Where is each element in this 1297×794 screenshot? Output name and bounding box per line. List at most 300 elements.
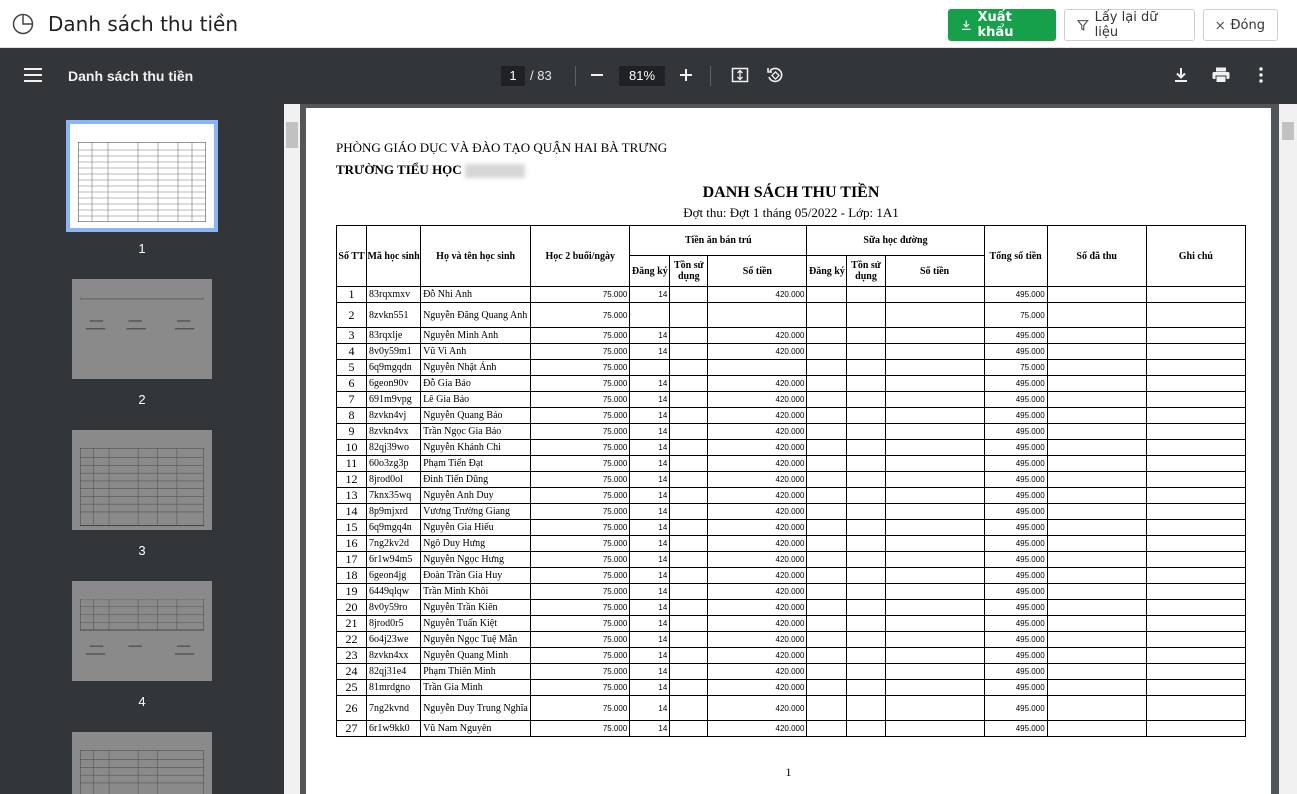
row-tonsudung bbox=[670, 344, 708, 360]
zoom-in-icon[interactable] bbox=[675, 64, 697, 86]
row-ghichu bbox=[1146, 584, 1245, 600]
row-dathu bbox=[1047, 488, 1146, 504]
row-tonsudung bbox=[670, 536, 708, 552]
row-tong: 495.000 bbox=[984, 696, 1047, 721]
row-dathu bbox=[1047, 472, 1146, 488]
row-sua-sotien bbox=[885, 424, 984, 440]
row-hoc2buoi: 75.000 bbox=[531, 303, 630, 328]
row-name: Nguyễn Ngọc Hưng bbox=[421, 552, 531, 568]
row-stt: 4 bbox=[337, 344, 367, 360]
document-title: DANH SÁCH THU TIỀN bbox=[702, 184, 880, 202]
row-code: 8zvkn551 bbox=[367, 303, 421, 328]
row-hoc2buoi: 75.000 bbox=[531, 696, 630, 721]
row-sua-sotien bbox=[885, 632, 984, 648]
row-name: Trần Ngọc Gia Bảo bbox=[421, 424, 531, 440]
table-row bbox=[337, 568, 1246, 584]
thumbnail-page-3[interactable] bbox=[72, 430, 212, 530]
app-header bbox=[0, 0, 1297, 48]
row-sotien: 420.000 bbox=[708, 552, 807, 568]
row-stt: 7 bbox=[337, 392, 367, 408]
payment-table bbox=[336, 225, 1246, 737]
table-row bbox=[337, 360, 1246, 376]
row-sua-dangky bbox=[807, 632, 847, 648]
row-stt: 26 bbox=[337, 696, 367, 721]
row-ghichu bbox=[1146, 721, 1245, 737]
row-dangky: 14 bbox=[630, 696, 670, 721]
row-name: Nguyễn Quang Bảo bbox=[421, 408, 531, 424]
table-row bbox=[337, 328, 1246, 344]
row-dangky: 14 bbox=[630, 456, 670, 472]
row-sotien: 420.000 bbox=[708, 680, 807, 696]
row-sotien: 420.000 bbox=[708, 632, 807, 648]
scrollbar-thumb[interactable] bbox=[1282, 122, 1294, 140]
row-ghichu bbox=[1146, 344, 1245, 360]
row-sotien: 420.000 bbox=[708, 287, 807, 303]
row-tong: 495.000 bbox=[984, 680, 1047, 696]
row-sua-ton bbox=[847, 552, 885, 568]
row-stt: 9 bbox=[337, 424, 367, 440]
row-sua-ton bbox=[847, 328, 885, 344]
row-stt: 13 bbox=[337, 488, 367, 504]
table-row bbox=[337, 648, 1246, 664]
row-dangky: 14 bbox=[630, 376, 670, 392]
table-row bbox=[337, 616, 1246, 632]
row-sua-sotien bbox=[885, 600, 984, 616]
row-hoc2buoi: 75.000 bbox=[531, 472, 630, 488]
row-tong: 495.000 bbox=[984, 568, 1047, 584]
pdf-page bbox=[306, 108, 1271, 794]
row-dangky: 14 bbox=[630, 328, 670, 344]
table-row bbox=[337, 520, 1246, 536]
row-hoc2buoi: 75.000 bbox=[531, 552, 630, 568]
row-code: 8zvkn4xx bbox=[367, 648, 421, 664]
row-sua-sotien bbox=[885, 376, 984, 392]
row-hoc2buoi: 75.000 bbox=[531, 536, 630, 552]
row-sotien: 420.000 bbox=[708, 664, 807, 680]
row-sua-dangky bbox=[807, 376, 847, 392]
thumbnail-label: 1 bbox=[138, 241, 146, 256]
row-dathu bbox=[1047, 287, 1146, 303]
row-tonsudung bbox=[670, 520, 708, 536]
row-dangky: 14 bbox=[630, 504, 670, 520]
row-sotien: 420.000 bbox=[708, 440, 807, 456]
row-sua-dangky bbox=[807, 287, 847, 303]
row-name: Nguyễn Nhật Ánh bbox=[421, 360, 531, 376]
header-sotien: Số tiền bbox=[885, 256, 984, 287]
row-ghichu bbox=[1146, 392, 1245, 408]
row-name: Vũ Nam Nguyên bbox=[421, 721, 531, 737]
row-dathu bbox=[1047, 584, 1146, 600]
row-stt: 27 bbox=[337, 721, 367, 737]
row-stt: 19 bbox=[337, 584, 367, 600]
row-stt: 24 bbox=[337, 664, 367, 680]
row-dathu bbox=[1047, 632, 1146, 648]
fit-page-icon[interactable] bbox=[729, 64, 751, 86]
row-sotien: 420.000 bbox=[708, 600, 807, 616]
row-code: 6geon90v bbox=[367, 376, 421, 392]
row-hoc2buoi: 75.000 bbox=[531, 568, 630, 584]
row-sua-dangky bbox=[807, 568, 847, 584]
table-row bbox=[337, 680, 1246, 696]
row-name: Nguyễn Anh Duy bbox=[421, 488, 531, 504]
row-dangky: 14 bbox=[630, 488, 670, 504]
table-row bbox=[337, 632, 1246, 648]
row-tonsudung bbox=[670, 472, 708, 488]
row-dathu bbox=[1047, 664, 1146, 680]
row-dangky: 14 bbox=[630, 408, 670, 424]
row-ghichu bbox=[1146, 600, 1245, 616]
row-sua-ton bbox=[847, 616, 885, 632]
row-ghichu bbox=[1146, 456, 1245, 472]
row-sua-dangky bbox=[807, 344, 847, 360]
row-stt: 8 bbox=[337, 408, 367, 424]
row-sotien: 420.000 bbox=[708, 520, 807, 536]
row-dathu bbox=[1047, 696, 1146, 721]
row-sua-ton bbox=[847, 376, 885, 392]
row-name: Đỗ Nhi Anh bbox=[421, 287, 531, 303]
zoom-input[interactable]: 81% bbox=[619, 66, 665, 86]
row-tong: 495.000 bbox=[984, 344, 1047, 360]
row-dathu bbox=[1047, 616, 1146, 632]
table-row bbox=[337, 696, 1246, 721]
rotate-icon[interactable] bbox=[764, 64, 786, 86]
redacted-school-name bbox=[465, 164, 525, 178]
row-sotien: 420.000 bbox=[708, 648, 807, 664]
row-tonsudung bbox=[670, 504, 708, 520]
row-name: Phạm Thiên Minh bbox=[421, 664, 531, 680]
row-stt: 15 bbox=[337, 520, 367, 536]
row-tong: 495.000 bbox=[984, 536, 1047, 552]
row-stt: 18 bbox=[337, 568, 367, 584]
menu-icon[interactable] bbox=[24, 67, 42, 83]
row-code: 81mrdgno bbox=[367, 680, 421, 696]
row-ghichu bbox=[1146, 632, 1245, 648]
row-sua-dangky bbox=[807, 552, 847, 568]
row-ghichu bbox=[1146, 488, 1245, 504]
row-tonsudung bbox=[670, 376, 708, 392]
row-sua-sotien bbox=[885, 287, 984, 303]
sidebar-scrollbar[interactable] bbox=[284, 104, 300, 794]
row-name: Nguyễn Khánh Chi bbox=[421, 440, 531, 456]
row-ghichu bbox=[1146, 504, 1245, 520]
row-sua-dangky bbox=[807, 488, 847, 504]
row-sotien: 420.000 bbox=[708, 488, 807, 504]
row-name: Đoàn Trần Gia Huy bbox=[421, 568, 531, 584]
row-name: Vương Trường Giang bbox=[421, 504, 531, 520]
row-sua-dangky bbox=[807, 408, 847, 424]
row-dathu bbox=[1047, 344, 1146, 360]
row-name: Lê Gia Bảo bbox=[421, 392, 531, 408]
thumbnail-preview bbox=[80, 448, 204, 526]
row-code: 6q9mgqdn bbox=[367, 360, 421, 376]
row-sua-sotien bbox=[885, 721, 984, 737]
row-code: 6r1w9kk0 bbox=[367, 721, 421, 737]
toolbar-divider bbox=[575, 66, 576, 86]
thumbnail-preview bbox=[80, 750, 204, 794]
row-dathu bbox=[1047, 552, 1146, 568]
row-sua-ton bbox=[847, 344, 885, 360]
scrollbar-thumb[interactable] bbox=[286, 122, 298, 148]
row-sua-ton bbox=[847, 504, 885, 520]
row-dathu bbox=[1047, 520, 1146, 536]
row-sua-ton bbox=[847, 408, 885, 424]
row-dangky: 14 bbox=[630, 616, 670, 632]
row-hoc2buoi: 75.000 bbox=[531, 616, 630, 632]
row-tonsudung bbox=[670, 456, 708, 472]
reload-data-button[interactable] bbox=[1064, 9, 1195, 41]
header-tienan: Tiền ăn bán trú bbox=[630, 226, 807, 256]
row-tong: 495.000 bbox=[984, 721, 1047, 737]
thumbnail-page-4[interactable] bbox=[72, 581, 212, 681]
row-sua-sotien bbox=[885, 408, 984, 424]
table-row bbox=[337, 552, 1246, 568]
row-code: 8v0y59ro bbox=[367, 600, 421, 616]
row-sua-dangky bbox=[807, 664, 847, 680]
row-hoc2buoi: 75.000 bbox=[531, 488, 630, 504]
row-sotien: 420.000 bbox=[708, 408, 807, 424]
zoom-out-icon[interactable] bbox=[586, 64, 608, 86]
row-dathu bbox=[1047, 303, 1146, 328]
row-sua-sotien bbox=[885, 392, 984, 408]
row-stt: 16 bbox=[337, 536, 367, 552]
table-row bbox=[337, 344, 1246, 360]
row-code: 8jrod0ol bbox=[367, 472, 421, 488]
row-hoc2buoi: 75.000 bbox=[531, 504, 630, 520]
row-code: 82qj39wo bbox=[367, 440, 421, 456]
row-name: Trần Gia Minh bbox=[421, 680, 531, 696]
row-sotien: 420.000 bbox=[708, 472, 807, 488]
row-sua-dangky bbox=[807, 616, 847, 632]
row-sotien: 420.000 bbox=[708, 504, 807, 520]
row-dathu bbox=[1047, 424, 1146, 440]
row-sua-sotien bbox=[885, 303, 984, 328]
row-name: Phạm Tiến Đạt bbox=[421, 456, 531, 472]
row-sua-sotien bbox=[885, 504, 984, 520]
row-tonsudung bbox=[670, 488, 708, 504]
row-dangky: 14 bbox=[630, 721, 670, 737]
row-sua-ton bbox=[847, 424, 885, 440]
row-dathu bbox=[1047, 504, 1146, 520]
thumbnail-page-2[interactable] bbox=[72, 279, 212, 379]
row-sua-ton bbox=[847, 648, 885, 664]
row-sua-dangky bbox=[807, 472, 847, 488]
row-sua-ton bbox=[847, 600, 885, 616]
row-stt: 22 bbox=[337, 632, 367, 648]
row-ghichu bbox=[1146, 536, 1245, 552]
row-dathu bbox=[1047, 328, 1146, 344]
row-tonsudung bbox=[670, 328, 708, 344]
row-ghichu bbox=[1146, 680, 1245, 696]
header-tonsudung: Tồn sử dụng bbox=[847, 256, 885, 287]
row-tong: 495.000 bbox=[984, 440, 1047, 456]
row-sua-ton bbox=[847, 632, 885, 648]
row-sotien: 420.000 bbox=[708, 721, 807, 737]
more-options-icon[interactable] bbox=[1250, 64, 1272, 86]
row-ghichu bbox=[1146, 376, 1245, 392]
page-number-input[interactable]: 1 bbox=[501, 66, 525, 86]
row-dathu bbox=[1047, 721, 1146, 737]
table-row bbox=[337, 488, 1246, 504]
row-code: 8p9mjxrd bbox=[367, 504, 421, 520]
row-sua-ton bbox=[847, 287, 885, 303]
table-row bbox=[337, 456, 1246, 472]
row-sua-sotien bbox=[885, 696, 984, 721]
thumbnail-preview bbox=[78, 142, 206, 222]
row-stt: 10 bbox=[337, 440, 367, 456]
table-row bbox=[337, 721, 1246, 737]
thumbnail-page-1[interactable] bbox=[70, 124, 214, 228]
row-dathu bbox=[1047, 648, 1146, 664]
row-tonsudung bbox=[670, 303, 708, 328]
row-sotien: 420.000 bbox=[708, 376, 807, 392]
table-row bbox=[337, 408, 1246, 424]
row-tonsudung bbox=[670, 600, 708, 616]
row-sua-ton bbox=[847, 440, 885, 456]
row-tonsudung bbox=[670, 616, 708, 632]
download-icon[interactable] bbox=[1170, 64, 1192, 86]
row-sua-dangky bbox=[807, 648, 847, 664]
print-icon[interactable] bbox=[1210, 64, 1232, 86]
row-tonsudung bbox=[670, 568, 708, 584]
row-sua-sotien bbox=[885, 456, 984, 472]
thumbnail-sidebar bbox=[0, 104, 284, 794]
row-tonsudung bbox=[670, 287, 708, 303]
row-ghichu bbox=[1146, 648, 1245, 664]
table-row bbox=[337, 600, 1246, 616]
row-dangky: 14 bbox=[630, 536, 670, 552]
row-sua-dangky bbox=[807, 360, 847, 376]
thumbnail-page-5[interactable] bbox=[72, 732, 212, 794]
row-sotien: 420.000 bbox=[708, 584, 807, 600]
row-sua-sotien bbox=[885, 472, 984, 488]
row-sua-dangky bbox=[807, 392, 847, 408]
table-row bbox=[337, 504, 1246, 520]
export-button[interactable] bbox=[948, 9, 1056, 41]
table-row bbox=[337, 287, 1246, 303]
row-dathu bbox=[1047, 536, 1146, 552]
document-content bbox=[336, 140, 1246, 737]
row-tonsudung bbox=[670, 552, 708, 568]
row-sua-ton bbox=[847, 488, 885, 504]
row-dangky: 14 bbox=[630, 472, 670, 488]
row-dathu bbox=[1047, 360, 1146, 376]
row-sotien: 420.000 bbox=[708, 696, 807, 721]
table-row bbox=[337, 440, 1246, 456]
row-sua-sotien bbox=[885, 616, 984, 632]
row-tong: 495.000 bbox=[984, 392, 1047, 408]
row-code: 691m9vpg bbox=[367, 392, 421, 408]
row-stt: 2 bbox=[337, 303, 367, 328]
thumbnail-label: 4 bbox=[138, 694, 146, 709]
row-tonsudung bbox=[670, 696, 708, 721]
document-scrollbar[interactable] bbox=[1279, 104, 1297, 794]
row-name: Đinh Tiến Dũng bbox=[421, 472, 531, 488]
row-dangky: 14 bbox=[630, 520, 670, 536]
row-tong: 75.000 bbox=[984, 303, 1047, 328]
row-sua-ton bbox=[847, 664, 885, 680]
row-hoc2buoi: 75.000 bbox=[531, 721, 630, 737]
row-dangky: 14 bbox=[630, 632, 670, 648]
pdf-toolbar bbox=[0, 48, 1297, 104]
row-dangky bbox=[630, 303, 670, 328]
row-dangky: 14 bbox=[630, 584, 670, 600]
row-ghichu bbox=[1146, 408, 1245, 424]
row-sua-sotien bbox=[885, 680, 984, 696]
row-sua-dangky bbox=[807, 303, 847, 328]
row-dangky: 14 bbox=[630, 424, 670, 440]
row-sua-dangky bbox=[807, 696, 847, 721]
row-name: Nguyễn Tuấn Kiệt bbox=[421, 616, 531, 632]
row-dangky: 14 bbox=[630, 344, 670, 360]
row-name: Đỗ Gia Bảo bbox=[421, 376, 531, 392]
header-code: Mã học sinh bbox=[367, 226, 421, 287]
table-row bbox=[337, 424, 1246, 440]
row-sua-sotien bbox=[885, 344, 984, 360]
school-name bbox=[336, 162, 1246, 178]
row-sotien: 420.000 bbox=[708, 456, 807, 472]
row-sua-sotien bbox=[885, 520, 984, 536]
row-code: 7knx35wq bbox=[367, 488, 421, 504]
row-sotien: 420.000 bbox=[708, 568, 807, 584]
row-code: 6449qlqw bbox=[367, 584, 421, 600]
row-sua-ton bbox=[847, 536, 885, 552]
row-sotien bbox=[708, 303, 807, 328]
row-tong: 75.000 bbox=[984, 360, 1047, 376]
row-stt: 6 bbox=[337, 376, 367, 392]
row-sua-sotien bbox=[885, 664, 984, 680]
row-sua-dangky bbox=[807, 328, 847, 344]
row-sotien bbox=[708, 360, 807, 376]
row-sua-dangky bbox=[807, 456, 847, 472]
row-dathu bbox=[1047, 376, 1146, 392]
table-row bbox=[337, 472, 1246, 488]
row-tong: 495.000 bbox=[984, 632, 1047, 648]
row-dangky: 14 bbox=[630, 440, 670, 456]
row-hoc2buoi: 75.000 bbox=[531, 680, 630, 696]
row-sotien: 420.000 bbox=[708, 424, 807, 440]
row-tong: 495.000 bbox=[984, 616, 1047, 632]
row-hoc2buoi: 75.000 bbox=[531, 392, 630, 408]
filter-icon bbox=[1077, 19, 1089, 31]
row-tonsudung bbox=[670, 584, 708, 600]
row-stt: 11 bbox=[337, 456, 367, 472]
school-label: TRƯỜNG TIỂU HỌC bbox=[336, 162, 462, 177]
row-name: Ngô Duy Hưng bbox=[421, 536, 531, 552]
row-stt: 5 bbox=[337, 360, 367, 376]
close-button[interactable] bbox=[1203, 9, 1278, 41]
header-tonsudung: Tồn sử dụng bbox=[670, 256, 708, 287]
row-hoc2buoi: 75.000 bbox=[531, 632, 630, 648]
row-sua-ton bbox=[847, 472, 885, 488]
row-code: 8v0y59m1 bbox=[367, 344, 421, 360]
row-ghichu bbox=[1146, 440, 1245, 456]
row-ghichu bbox=[1146, 472, 1245, 488]
table-row bbox=[337, 392, 1246, 408]
table-row bbox=[337, 303, 1246, 328]
row-sua-sotien bbox=[885, 552, 984, 568]
row-sotien: 420.000 bbox=[708, 616, 807, 632]
row-code: 6geon4jg bbox=[367, 568, 421, 584]
row-code: 6o4j23we bbox=[367, 632, 421, 648]
row-ghichu bbox=[1146, 552, 1245, 568]
row-ghichu bbox=[1146, 696, 1245, 721]
header-dangky: Đăng ký bbox=[630, 256, 670, 287]
row-name: Nguyễn Duy Trung Nghĩa bbox=[421, 696, 531, 721]
row-name: Nguyễn Gia Hiếu bbox=[421, 520, 531, 536]
row-sua-sotien bbox=[885, 584, 984, 600]
table-body bbox=[337, 287, 1246, 737]
row-code: 83rqxlje bbox=[367, 328, 421, 344]
